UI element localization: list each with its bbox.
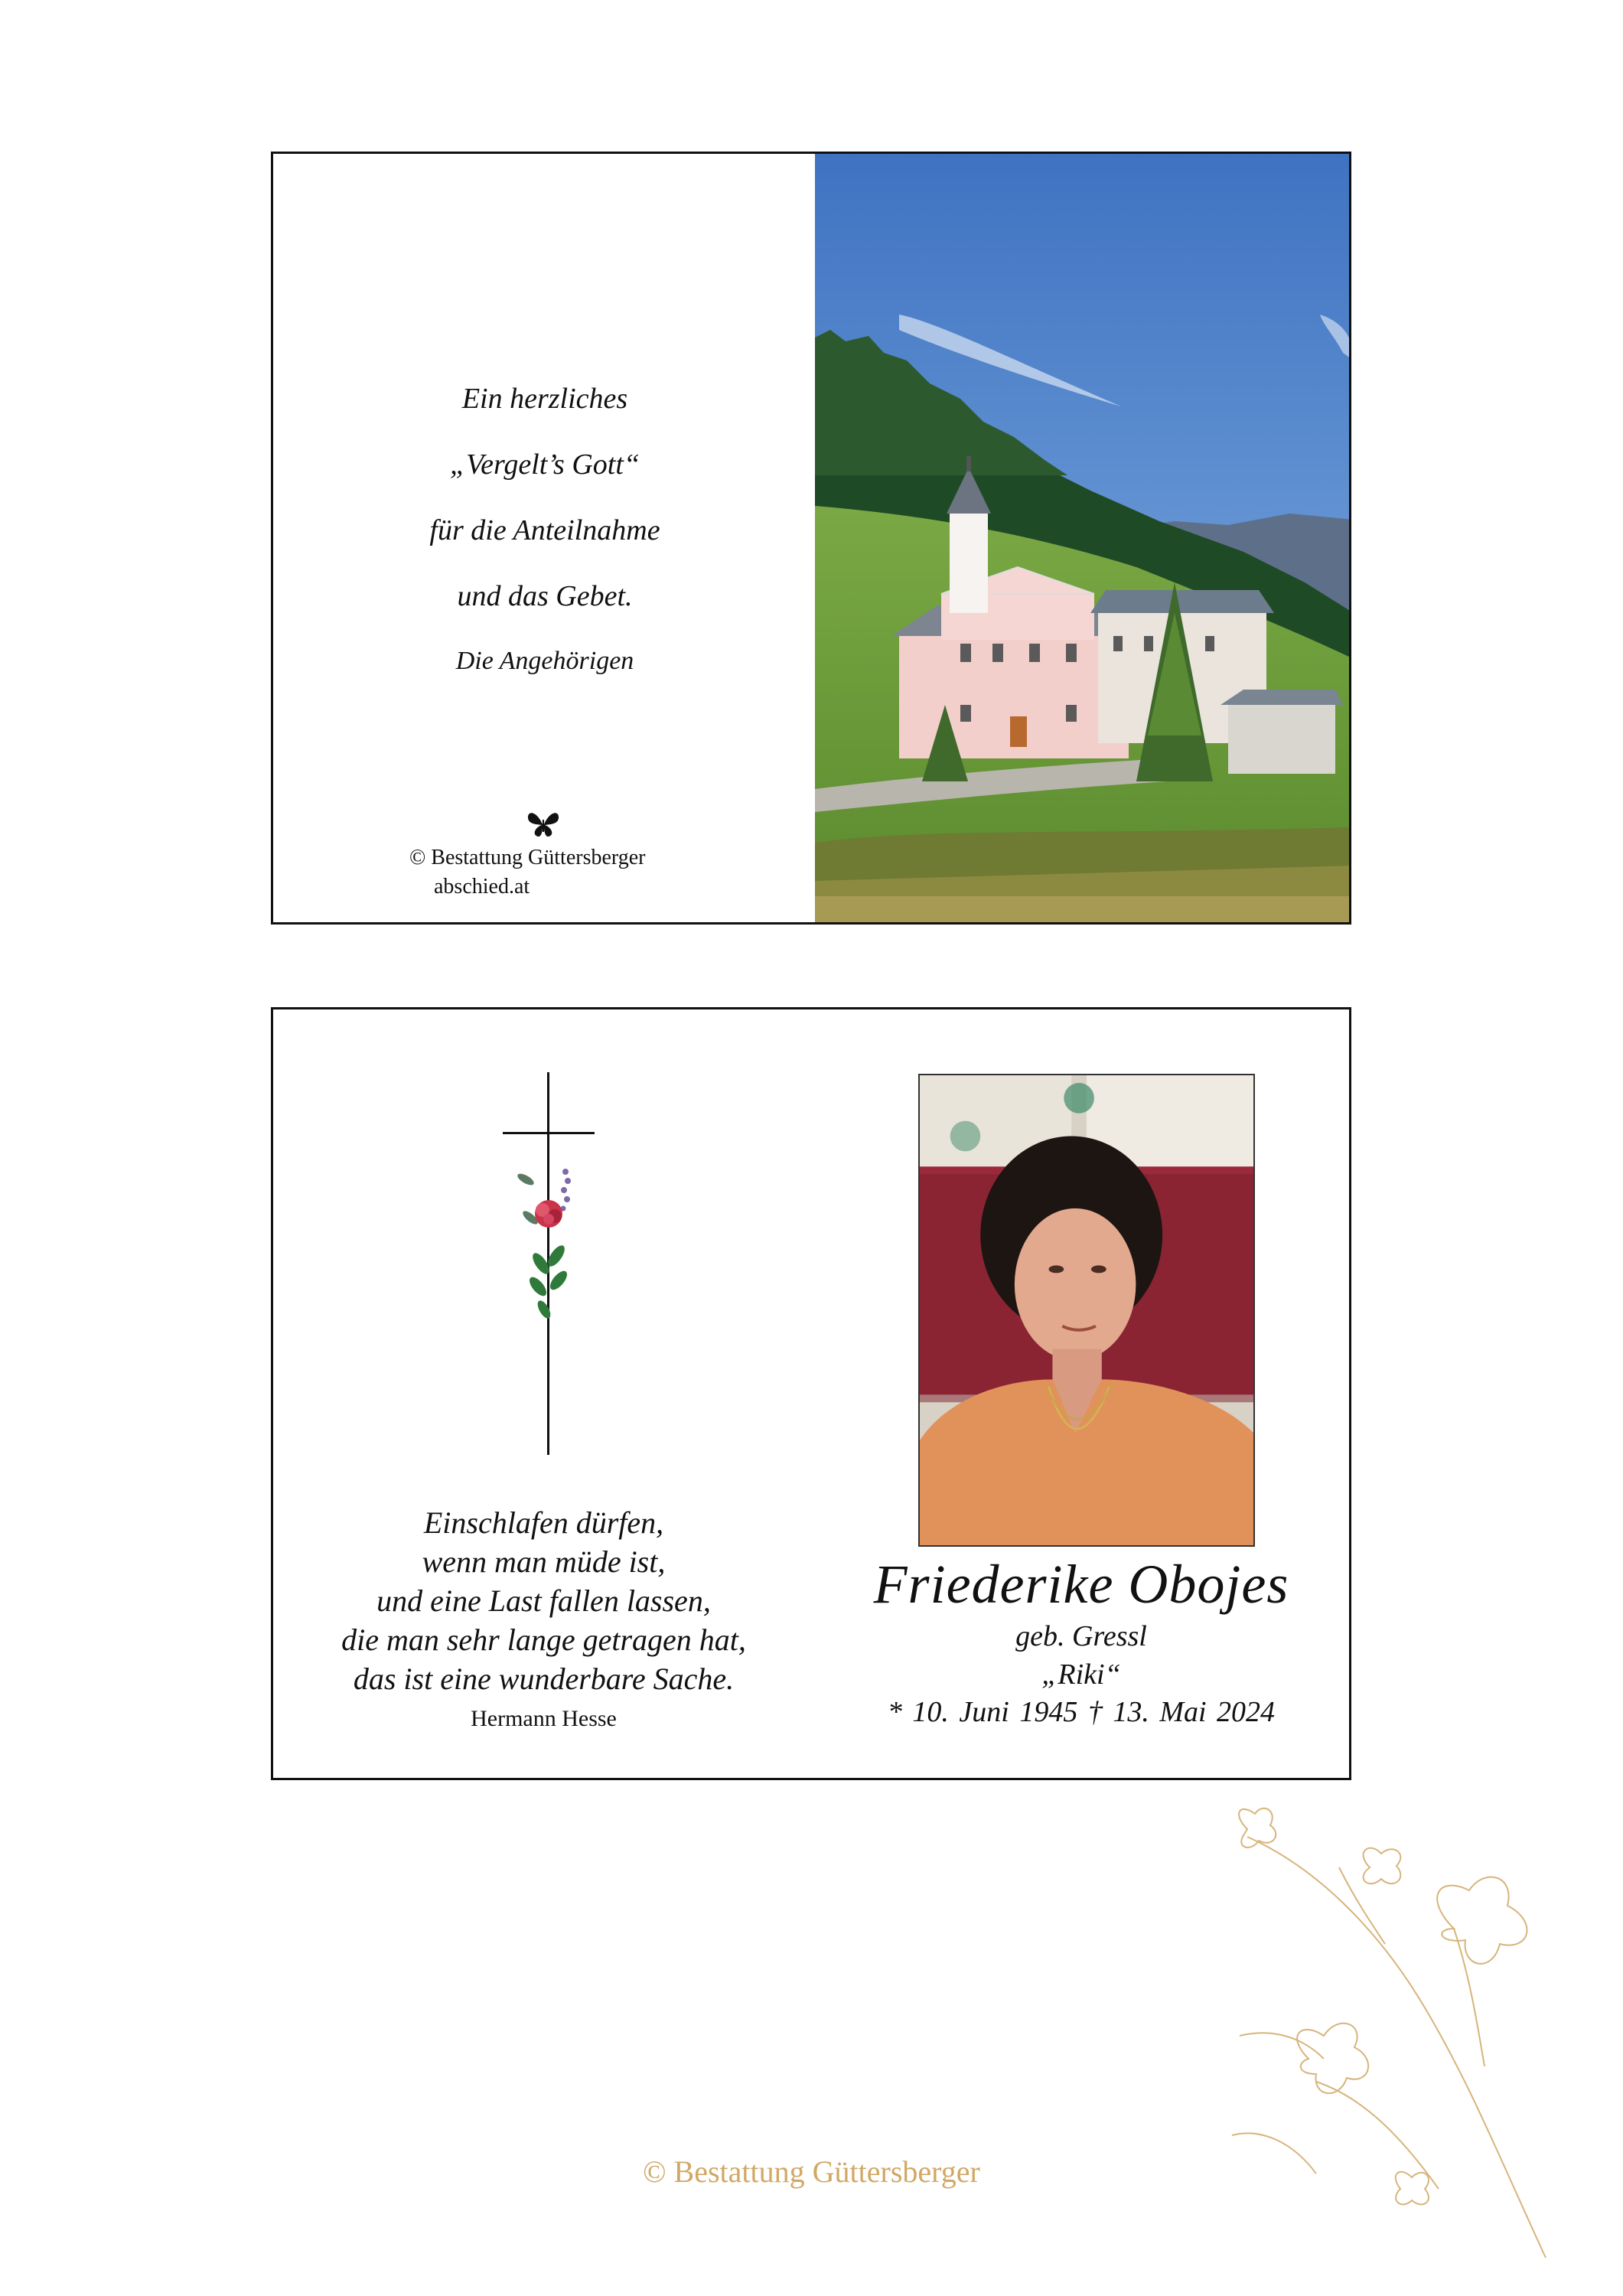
thanks-line-1: Ein herzliches bbox=[461, 383, 628, 415]
poem-line-2: wenn man müde ist, bbox=[422, 1544, 666, 1579]
nickname: „Riki“ bbox=[1041, 1658, 1121, 1691]
thanks-line-2: „Vergelt’s Gott“ bbox=[449, 448, 640, 481]
deceased-name: Friederike Obojes bbox=[873, 1554, 1289, 1615]
poem-line-5: das ist eine wunderbare Sache. bbox=[353, 1662, 735, 1696]
thanks-line-4: und das Gebet. bbox=[457, 580, 633, 612]
flower-decoration-icon bbox=[1224, 1806, 1584, 2265]
footer-copyright: © Bestattung Güttersberger bbox=[643, 2154, 980, 2189]
poem-author: Hermann Hesse bbox=[471, 1706, 617, 1731]
butterfly-icon bbox=[526, 809, 561, 840]
poem-line-3: und eine Last fallen lassen, bbox=[376, 1583, 711, 1618]
portrait-photo bbox=[918, 1074, 1255, 1547]
poem-line-4: die man sehr lange getragen hat, bbox=[341, 1623, 746, 1657]
signoff: Die Angehörigen bbox=[455, 647, 634, 675]
cross-with-flowers-icon bbox=[503, 1072, 595, 1455]
thanks-line-3: für die Anteilnahme bbox=[429, 514, 660, 546]
memorial-card bbox=[271, 1007, 1351, 1780]
thank-you-card bbox=[271, 152, 1351, 925]
church-landscape-photo bbox=[815, 154, 1351, 925]
poem-line-1: Einschlafen dürfen, bbox=[423, 1505, 664, 1540]
website: abschied.at bbox=[434, 875, 530, 899]
maiden-name: geb. Gressl bbox=[1015, 1620, 1147, 1652]
life-dates: * 10. Juni 1945 † 13. Mai 2024 bbox=[887, 1696, 1276, 1728]
funeral-home-copyright: © Bestattung Güttersberger bbox=[409, 846, 646, 869]
